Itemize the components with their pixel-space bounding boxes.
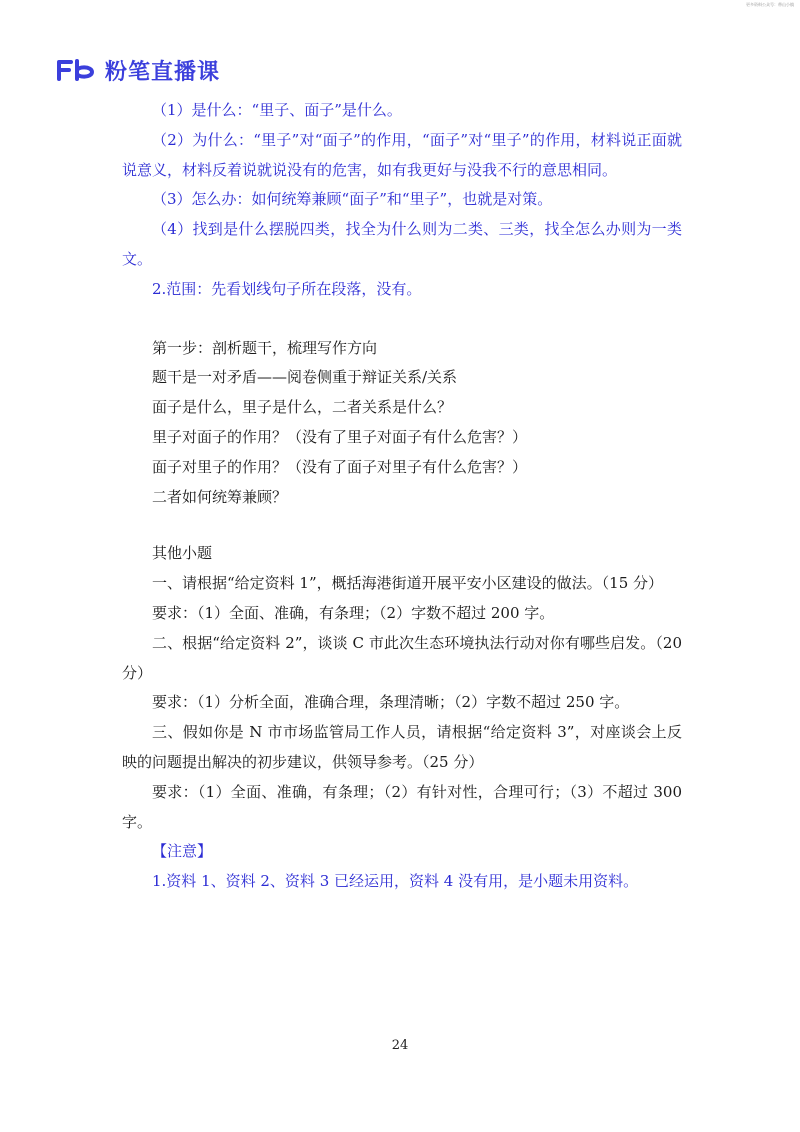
step-line-4: 面子对里子的作用？（没有了面子对里子有什么危害？） bbox=[152, 457, 528, 476]
requirement-2: 要求：（1）分析全面，准确合理，条理清晰；（2）字数不超过 250 字。 bbox=[152, 693, 630, 712]
fb-logo-icon bbox=[57, 59, 97, 81]
step-line-1: 题干是一对矛盾——阅卷侧重于辩证关系/关系 bbox=[152, 368, 458, 387]
blue-line-3: （3）怎么办：如何统筹兼顾“面子”和“里子”，也就是对策。 bbox=[152, 190, 553, 209]
blue-line-4: （4）找到是什么摆脱四类，找全为什么则为二类、三类，找全怎么办则为一类文。 bbox=[122, 220, 682, 268]
step-line-5: 二者如何统筹兼顾？ bbox=[152, 487, 288, 506]
blue-line-1: （1）是什么：“里子、面子”是什么。 bbox=[152, 101, 402, 119]
question-1: 一、请根据“给定资料 1”，概括海港街道开展平安小区建设的做法。（15 分） bbox=[152, 574, 664, 593]
step-line-3: 里子对面子的作用？（没有了里子对面子有什么危害？） bbox=[152, 427, 528, 446]
document-body bbox=[122, 96, 682, 897]
requirement-3: 要求：（1）全面、准确，有条理；（2）有针对性，合理可行；（3）不超过 300 字。 bbox=[122, 782, 682, 831]
note-line: 1.资料 1、资料 2、资料 3 已经运用，资料 4 没有用，是小题未用资料。 bbox=[152, 872, 639, 891]
other-heading: 其他小题 bbox=[152, 544, 213, 563]
blue-line-2: （2）为什么：“里子”对“面子”的作用，“面子”对“里子”的作用，材料说正面就说意义，材料反着说就说没有的危害，如有我更好与没我不行的意思相同。 bbox=[122, 130, 682, 179]
question-2: 二、根据“给定资料 2”，谈谈 C 市此次生态环境执法行动对你有哪些启发。（20 分） bbox=[122, 633, 682, 682]
top-note: 更多资料公众号：带山小镇 bbox=[746, 2, 794, 7]
brand-logo bbox=[57, 57, 220, 83]
note-title: 【注意】 bbox=[152, 842, 213, 861]
blue-line-5: 2.范围：先看划线句子所在段落，没有。 bbox=[152, 279, 422, 298]
page-number: 24 bbox=[391, 1038, 409, 1053]
step-line-2: 面子是什么，里子是什么，二者关系是什么？ bbox=[152, 398, 453, 417]
requirement-1: 要求：（1）全面、准确，有条理；（2）字数不超过 200 字。 bbox=[152, 603, 555, 622]
question-3: 三、假如你是 N 市市场监管局工作人员，请根据“给定资料 3”，对座谈会上反映的问题提出解决的初步建议，供领导参考。（25 分） bbox=[122, 723, 682, 771]
logo-text: 粉笔直播课 bbox=[105, 59, 221, 85]
step-heading: 第一步：剖析题干，梳理写作方向 bbox=[152, 338, 378, 357]
